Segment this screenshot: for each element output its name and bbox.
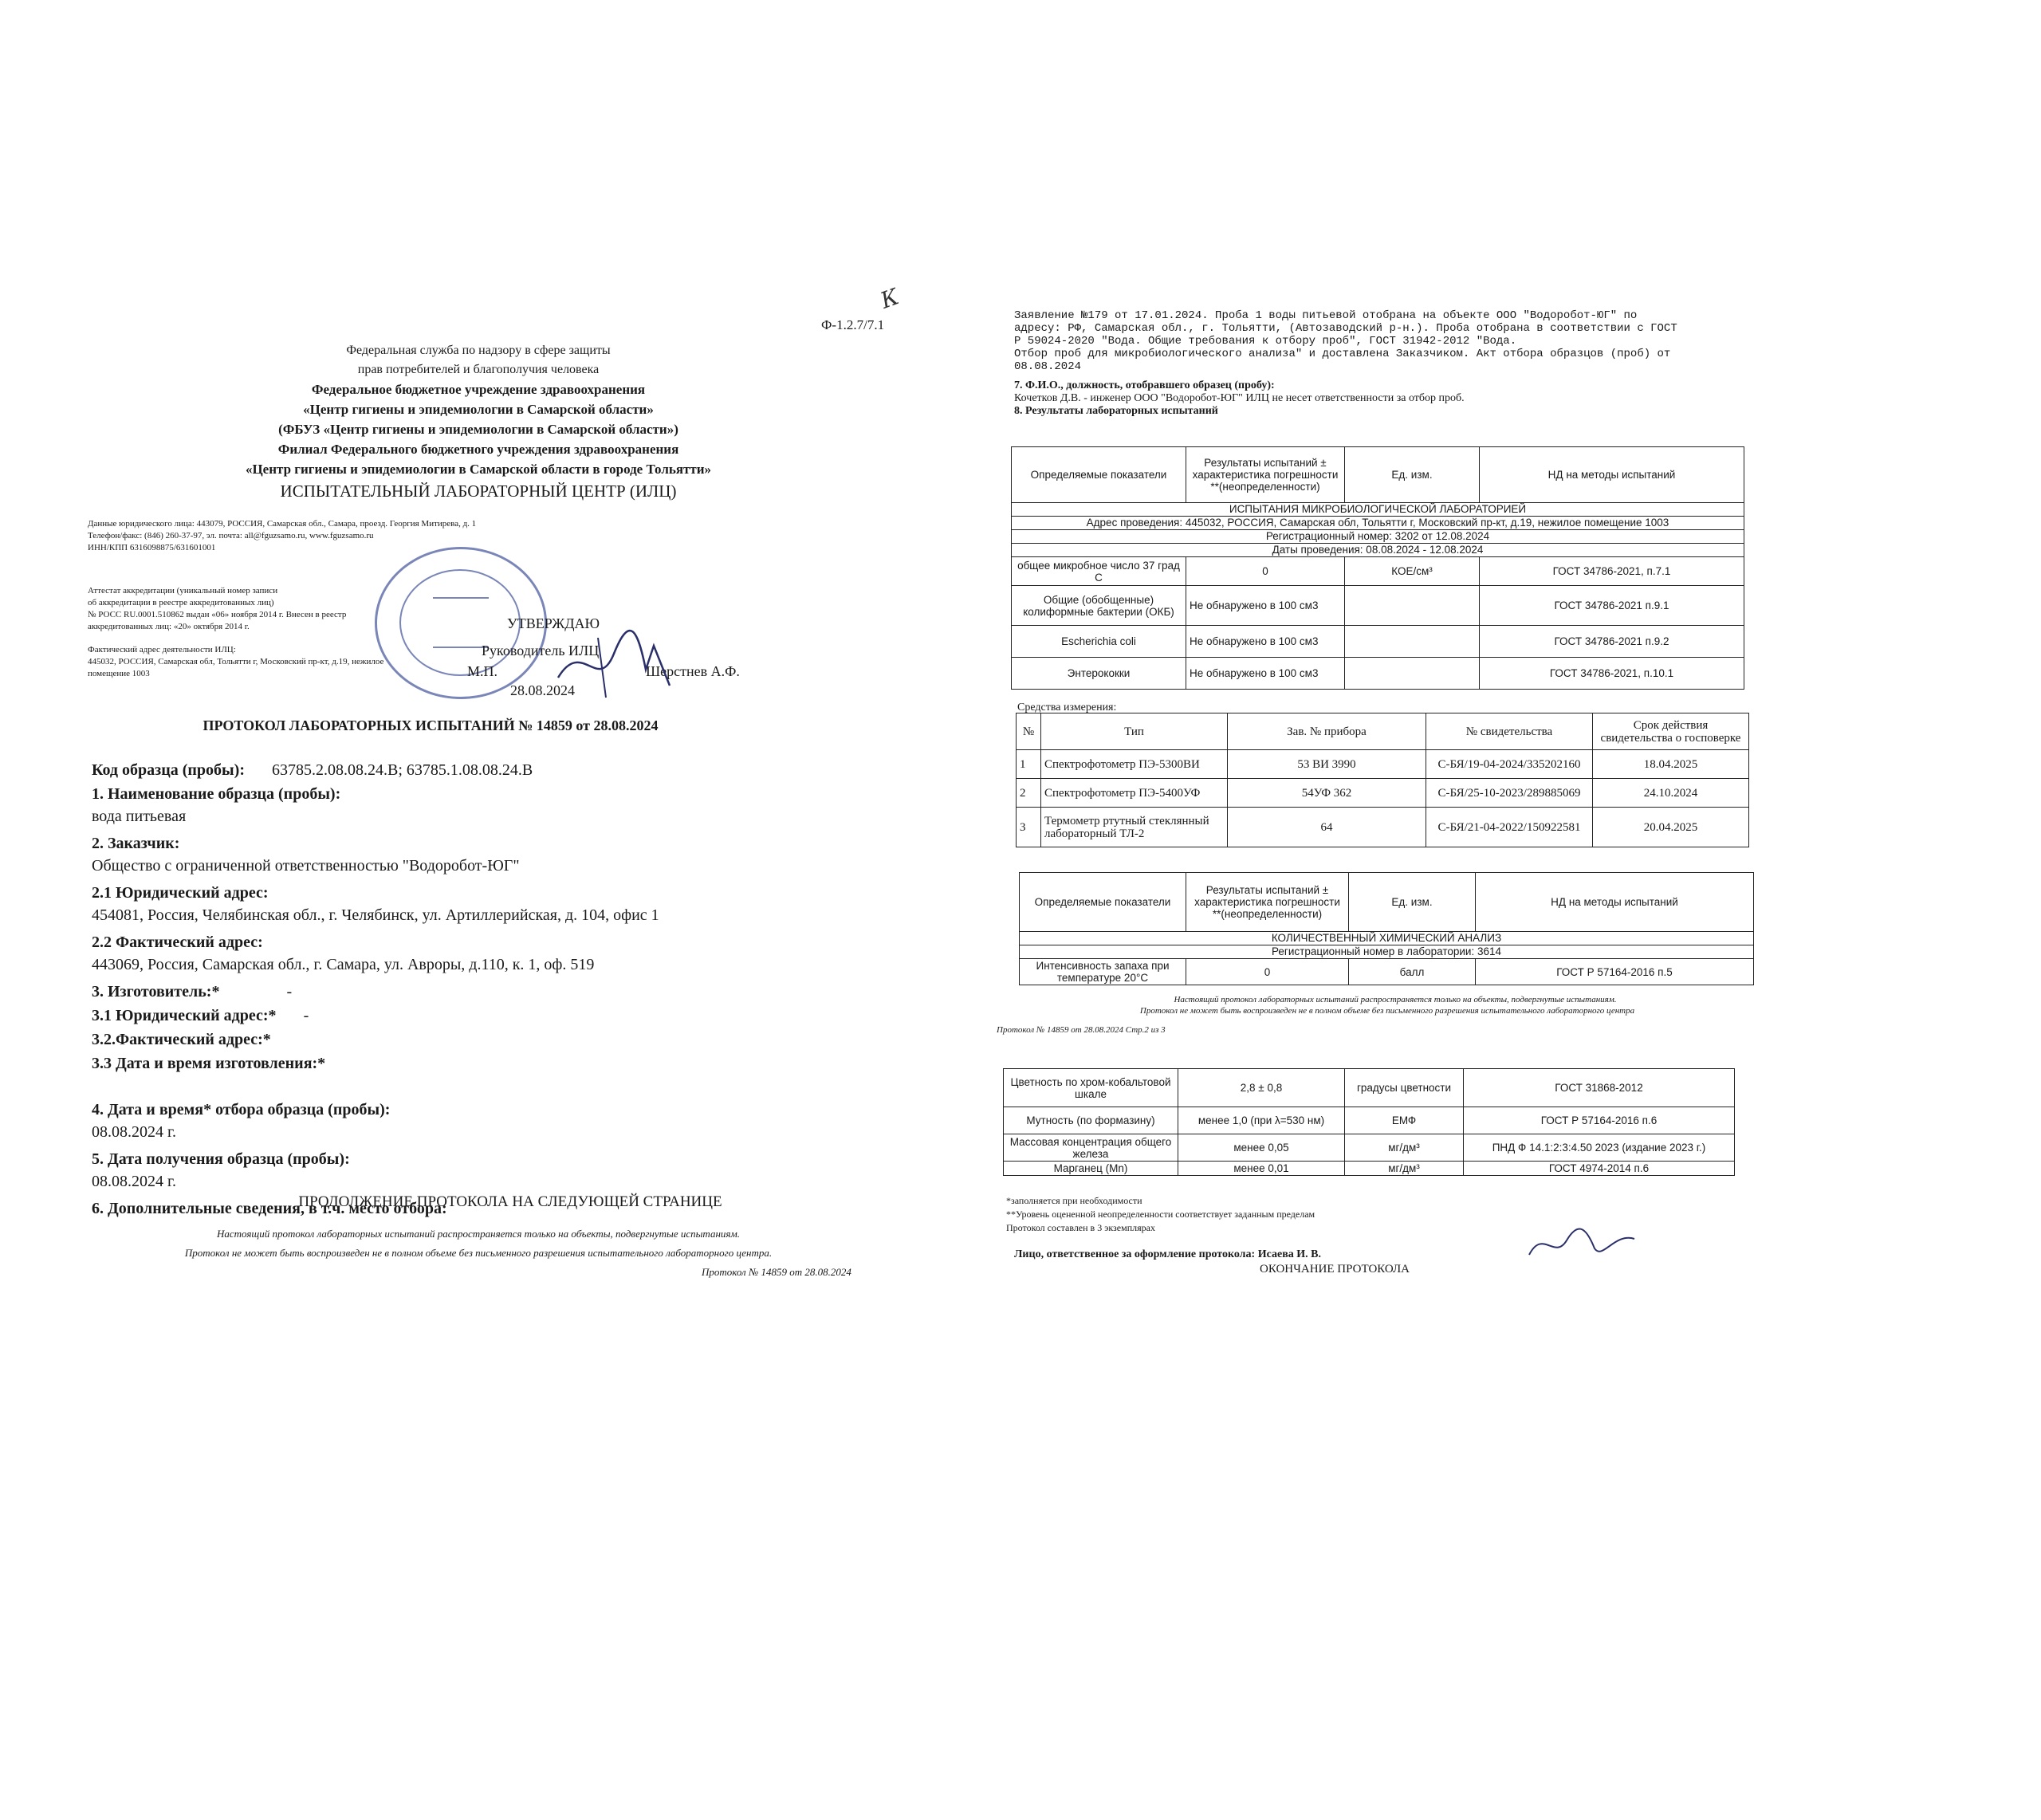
header-line-4: «Центр гигиены и эпидемиологии в Самарской области»: [303, 402, 654, 417]
cell: градусы цветности: [1345, 1069, 1464, 1107]
table-row: [1012, 557, 1744, 586]
sampling-date-value: 08.08.2024 г.: [92, 1123, 176, 1141]
address-line-2: 445032, РОССИЯ, Самарская обл, Тольятти г, Московский пр-кт, д.19, нежилое: [88, 657, 384, 666]
cell: С-БЯ/19-04-2024/335202160: [1426, 750, 1593, 779]
cell: 24.10.2024: [1593, 779, 1749, 808]
micro-header-result: Результаты испытаний ± характеристика погрешности **(неопределенности): [1186, 447, 1345, 503]
cell: Не обнаружено в 100 см3: [1186, 626, 1345, 658]
table-row: [1020, 959, 1754, 985]
cell: менее 1,0 (при λ=530 нм): [1178, 1107, 1345, 1134]
responsible-person: Лицо, ответственное за оформление протокола: Исаева И. В.: [1014, 1248, 1321, 1260]
results-label: 8. Результаты лабораторных испытаний: [1014, 405, 1218, 417]
cell: 18.04.2025: [1593, 750, 1749, 779]
manufacturer-legal-value: -: [303, 1007, 309, 1024]
additional-info-label: 6. Дополнительные сведения, в т.ч. место отбора:: [92, 1200, 447, 1217]
cell: 54УФ 362: [1228, 779, 1426, 808]
corner-mark: К: [877, 283, 903, 314]
table-row: [1004, 1069, 1735, 1107]
intro-line-3: Р 59024-2020 "Вода. Общие требования к отбору проб", ГОСТ 31942-2012 "Вода.: [1014, 335, 1517, 348]
approver-position: Руководитель ИЛЦ: [482, 643, 600, 658]
accreditation-line-1: Аттестат аккредитации (уникальный номер записи: [88, 586, 278, 596]
mp-label: М.П.: [467, 663, 498, 679]
sample-details: [92, 761, 889, 1222]
chem-section-title: КОЛИЧЕСТВЕННЫЙ ХИМИЧЕСКИЙ АНАЛИЗ: [1020, 932, 1754, 945]
cell: [1345, 658, 1480, 690]
header-line-8: ИСПЫТАТЕЛЬНЫЙ ЛАБОРАТОРНЫЙ ЦЕНТР (ИЛЦ): [280, 482, 677, 501]
cell: 2: [1017, 779, 1041, 808]
note-3: Протокол составлен в 3 экземплярах: [1006, 1222, 1155, 1233]
intro-line-4: Отбор проб для микробиологического анализа" и доставлена Заказчиком. Акт отбора образцов (проб) от: [1014, 348, 1671, 360]
cell: С-БЯ/21-04-2022/150922581: [1426, 808, 1593, 847]
micro-section-address: Адрес проведения: 445032, РОССИЯ, Самарская обл, Тольятти г, Московский пр-кт, д.19, нежилое помещение 1003: [1012, 517, 1744, 530]
intro-line-5: 08.08.2024: [1014, 360, 1082, 373]
cell: ЕМФ: [1345, 1107, 1464, 1134]
sample-name-value: вода питьевая: [92, 808, 187, 825]
legal-address-value: 454081, Россия, Челябинская обл., г. Челябинск, ул. Артиллерийская, д. 104, офис 1: [92, 906, 659, 924]
micro-results-table: [1011, 446, 1744, 690]
customer-value: Общество с ограниченной ответственностью "Водоробот-ЮГ": [92, 857, 520, 875]
micro-dates: Даты проведения: 08.08.2024 - 12.08.2024: [1012, 544, 1744, 557]
notes: [1006, 1194, 1315, 1235]
measure-title: Средства измерения:: [1017, 702, 1117, 713]
left-footer-1: Настоящий протокол лабораторных испытаний распространяется только на объекты, подвергнутые испытаниям.: [216, 1228, 741, 1240]
cell: мг/дм³: [1345, 1162, 1464, 1176]
protocol-title: ПРОТОКОЛ ЛАБОРАТОРНЫХ ИСПЫТАНИЙ № 14859 от 28.08.2024: [203, 717, 659, 733]
chem-reg-number: Регистрационный номер в лаборатории: 3614: [1020, 945, 1754, 959]
chem-header-method: НД на методы испытаний: [1476, 873, 1754, 932]
measure-header-serial: Зав. № прибора: [1228, 713, 1426, 750]
left-footer-2: Протокол не может быть воспроизведен не в полном объеме без письменного разрешения испытательного лабораторного центра.: [184, 1247, 773, 1259]
sampler-value: Кочетков Д.В. - инженер ООО "Водоробот-ЮГ" ИЛЦ не несет ответственности за отбор проб.: [1014, 392, 1465, 404]
right-footer-1: Настоящий протокол лабораторных испытаний распространяется только на объекты, подвергнутые испытаниям.: [1174, 995, 1617, 1004]
measure-header-type: Тип: [1041, 713, 1228, 750]
cell: балл: [1349, 959, 1476, 985]
measure-header-validity: Срок действия свидетельства о госповерке: [1593, 713, 1749, 750]
cell: Цветность по хром-кобальтовой шкале: [1004, 1069, 1178, 1107]
legal-line-2: Телефон/факс: (846) 260-37-97, эл. почта: all@fguzsamo.ru, www.fguzsamo.ru: [88, 531, 374, 540]
table-row: [1012, 626, 1744, 658]
chem-header-unit: Ед. изм.: [1349, 873, 1476, 932]
table-row: [1004, 1162, 1735, 1176]
sample-name-label: 1. Наименование образца (пробы):: [92, 785, 341, 803]
table-row: [1017, 779, 1749, 808]
intro-line-1: Заявление №179 от 17.01.2024. Проба 1 воды питьевой отобрана на объекте ООО "Водоробот-ЮГ" по: [1014, 309, 1638, 322]
approve-label: УТВЕРЖДАЮ: [507, 615, 600, 631]
cell: Не обнаружено в 100 см3: [1186, 586, 1345, 626]
signature-icon: [550, 622, 678, 702]
intro-paragraph: [1014, 309, 1756, 373]
intro-line-2: адресу: РФ, Самарская обл., г. Тольятти, (Автозаводский р-н.). Проба отобрана в соответствии с ГОСТ: [1014, 322, 1677, 335]
accreditation-line-3: № РОСС RU.0001.510862 выдан «06» ноября 2014 г. Внесен в реестр: [88, 610, 347, 619]
table-row: [1012, 586, 1744, 626]
cell: 53 ВИ 3990: [1228, 750, 1426, 779]
address-line-1: Фактический адрес деятельности ИЛЦ:: [88, 645, 236, 654]
table-row: [1004, 1134, 1735, 1162]
micro-header-method: НД на методы испытаний: [1480, 447, 1744, 503]
micro-header-unit: Ед. изм.: [1345, 447, 1480, 503]
right-footer-2: Протокол не может быть воспроизведен не в полном объеме без письменного разрешения испытательного лабораторного центра: [1139, 1006, 1635, 1016]
sampler-label: 7. Ф.И.О., должность, отобравшего образец (пробу):: [1014, 379, 1275, 391]
header-line-7: «Центр гигиены и эпидемиологии в Самарской области в городе Тольятти»: [245, 462, 712, 477]
table-row: [1017, 808, 1749, 847]
page-ref: Протокол № 14859 от 28.08.2024 Стр.2 из 3: [997, 1025, 1166, 1035]
table-row: [1012, 658, 1744, 690]
org-header: [191, 341, 765, 503]
signature-icon: [1523, 1224, 1642, 1264]
sample-code-value: 63785.2.08.08.24.В; 63785.1.08.08.24.В: [271, 761, 533, 779]
end-of-protocol: ОКОНЧАНИЕ ПРОТОКОЛА: [1260, 1263, 1410, 1276]
measure-header-num: №: [1017, 713, 1041, 750]
table-row: [1017, 750, 1749, 779]
legal-line-3: ИНН/КПП 6316098875/631601001: [88, 543, 216, 552]
manufacturer-legal-label: 3.1 Юридический адрес:*: [92, 1007, 277, 1024]
address-line-3: помещение 1003: [88, 669, 150, 678]
manufacture-date-label: 3.3 Дата и время изготовления:*: [92, 1055, 326, 1072]
cell: Энтерококки: [1012, 658, 1186, 690]
sampling-date-label: 4. Дата и время* отбора образца (пробы):: [92, 1101, 391, 1118]
cell: [1345, 626, 1480, 658]
cell: 64: [1228, 808, 1426, 847]
note-2: **Уровень оцененной неопределенности соответствует заданным пределам: [1006, 1209, 1315, 1220]
header-line-5: (ФБУЗ «Центр гигиены и эпидемиологии в Самарской области»): [278, 422, 678, 437]
cell: ГОСТ Р 57164-2016 п.5: [1476, 959, 1754, 985]
left-footer-3: Протокол № 14859 от 28.08.2024: [702, 1266, 851, 1278]
cell: С-БЯ/25-10-2023/289885069: [1426, 779, 1593, 808]
cell: Мутность (по формазину): [1004, 1107, 1178, 1134]
form-code: Ф-1.2.7/7.1: [821, 317, 885, 332]
cell: мг/дм³: [1345, 1134, 1464, 1162]
cell: Массовая концентрация общего железа: [1004, 1134, 1178, 1162]
cell: Термометр ртутный стеклянный лабораторный ТЛ-2: [1041, 808, 1228, 847]
cell: Марганец (Mn): [1004, 1162, 1178, 1176]
cell: Интенсивность запаха при температуре 20°С: [1020, 959, 1186, 985]
accreditation-line-2: об аккредитации в реестре аккредитованных лиц): [88, 598, 274, 607]
measure-header-cert: № свидетельства: [1426, 713, 1593, 750]
cell: КОЕ/см³: [1345, 557, 1480, 586]
cell: ПНД Ф 14.1:2:3:4.50 2023 (издание 2023 г.): [1464, 1134, 1735, 1162]
receipt-date-value: 08.08.2024 г.: [92, 1173, 176, 1190]
continuation-note: ПРОДОЛЖЕНИЕ ПРОТОКОЛА НА СЛЕДУЮЩЕЙ СТРАНИЦЕ: [298, 1193, 722, 1210]
sample-code-label: Код образца (пробы):: [92, 761, 245, 779]
micro-reg-number: Регистрационный номер: 3202 от 12.08.2024: [1012, 530, 1744, 544]
chem-header-indicator: Определяемые показатели: [1020, 873, 1186, 932]
approval-date: 28.08.2024: [510, 682, 575, 698]
table-row: [1004, 1107, 1735, 1134]
cell: Спектрофотометр ПЭ-5400УФ: [1041, 779, 1228, 808]
chem-results-table: [1019, 872, 1754, 985]
cell: Общие (обобщенные) колиформные бактерии (ОКБ): [1012, 586, 1186, 626]
cell: ГОСТ 4974-2014 п.6: [1464, 1162, 1735, 1176]
actual-address-value: 443069, Россия, Самарская обл., г. Самара, ул. Авроры, д.110, к. 1, оф. 519: [92, 956, 595, 973]
measure-table: [1016, 713, 1749, 847]
manufacturer-actual-label: 3.2.Фактический адрес:*: [92, 1031, 271, 1048]
cell: Escherichia coli: [1012, 626, 1186, 658]
cell: 0: [1186, 557, 1345, 586]
note-1: *заполняется при необходимости: [1006, 1195, 1142, 1206]
cell: 3: [1017, 808, 1041, 847]
approver-name: Шерстнев А.Ф.: [646, 663, 740, 679]
customer-label: 2. Заказчик:: [92, 835, 180, 852]
cell: 2,8 ± 0,8: [1178, 1069, 1345, 1107]
chem-header-result: Результаты испытаний ± характеристика погрешности **(неопределенности): [1186, 873, 1349, 932]
cell: 20.04.2025: [1593, 808, 1749, 847]
cell: 0: [1186, 959, 1349, 985]
header-line-3: Федеральное бюджетное учреждение здравоохранения: [311, 382, 646, 397]
chem-results-table-2: [1003, 1068, 1735, 1176]
actual-address-label: 2.2 Фактический адрес:: [92, 934, 263, 951]
header-line-6: Филиал Федерального бюджетного учреждения здравоохранения: [277, 442, 679, 457]
manufacturer-value: -: [286, 983, 293, 1000]
cell: менее 0,05: [1178, 1134, 1345, 1162]
legal-line-1: Данные юридического лица: 443079, РОССИЯ, Самарская обл., Самара, проезд. Георгия Митирева, д. 1: [88, 519, 477, 529]
legal-address-label: 2.1 Юридический адрес:: [92, 884, 269, 902]
micro-section-title: ИСПЫТАНИЯ МИКРОБИОЛОГИЧЕСКОЙ ЛАБОРАТОРИЕЙ: [1012, 503, 1744, 517]
header-line-1: Федеральная служба по надзору в сфере защиты: [346, 344, 611, 357]
cell: ГОСТ Р 57164-2016 п.6: [1464, 1107, 1735, 1134]
header-line-2: прав потребителей и благополучия человека: [357, 363, 600, 376]
micro-header-indicator: Определяемые показатели: [1012, 447, 1186, 503]
cell: ГОСТ 31868-2012: [1464, 1069, 1735, 1107]
cell: 1: [1017, 750, 1041, 779]
cell: ГОСТ 34786-2021, п.10.1: [1480, 658, 1744, 690]
cell: ГОСТ 34786-2021 п.9.1: [1480, 586, 1744, 626]
cell: Спектрофотометр ПЭ-5300ВИ: [1041, 750, 1228, 779]
cell: менее 0,01: [1178, 1162, 1345, 1176]
cell: общее микробное число 37 град С: [1012, 557, 1186, 586]
legal-info: [88, 518, 598, 554]
cell: ГОСТ 34786-2021, п.7.1: [1480, 557, 1744, 586]
cell: [1345, 586, 1480, 626]
accreditation-line-4: аккредитованных лиц: «20» октября 2014 г.: [88, 622, 250, 631]
cell: Не обнаружено в 100 см3: [1186, 658, 1345, 690]
receipt-date-label: 5. Дата получения образца (пробы):: [92, 1150, 350, 1168]
cell: ГОСТ 34786-2021 п.9.2: [1480, 626, 1744, 658]
manufacturer-label: 3. Изготовитель:*: [92, 983, 220, 1000]
